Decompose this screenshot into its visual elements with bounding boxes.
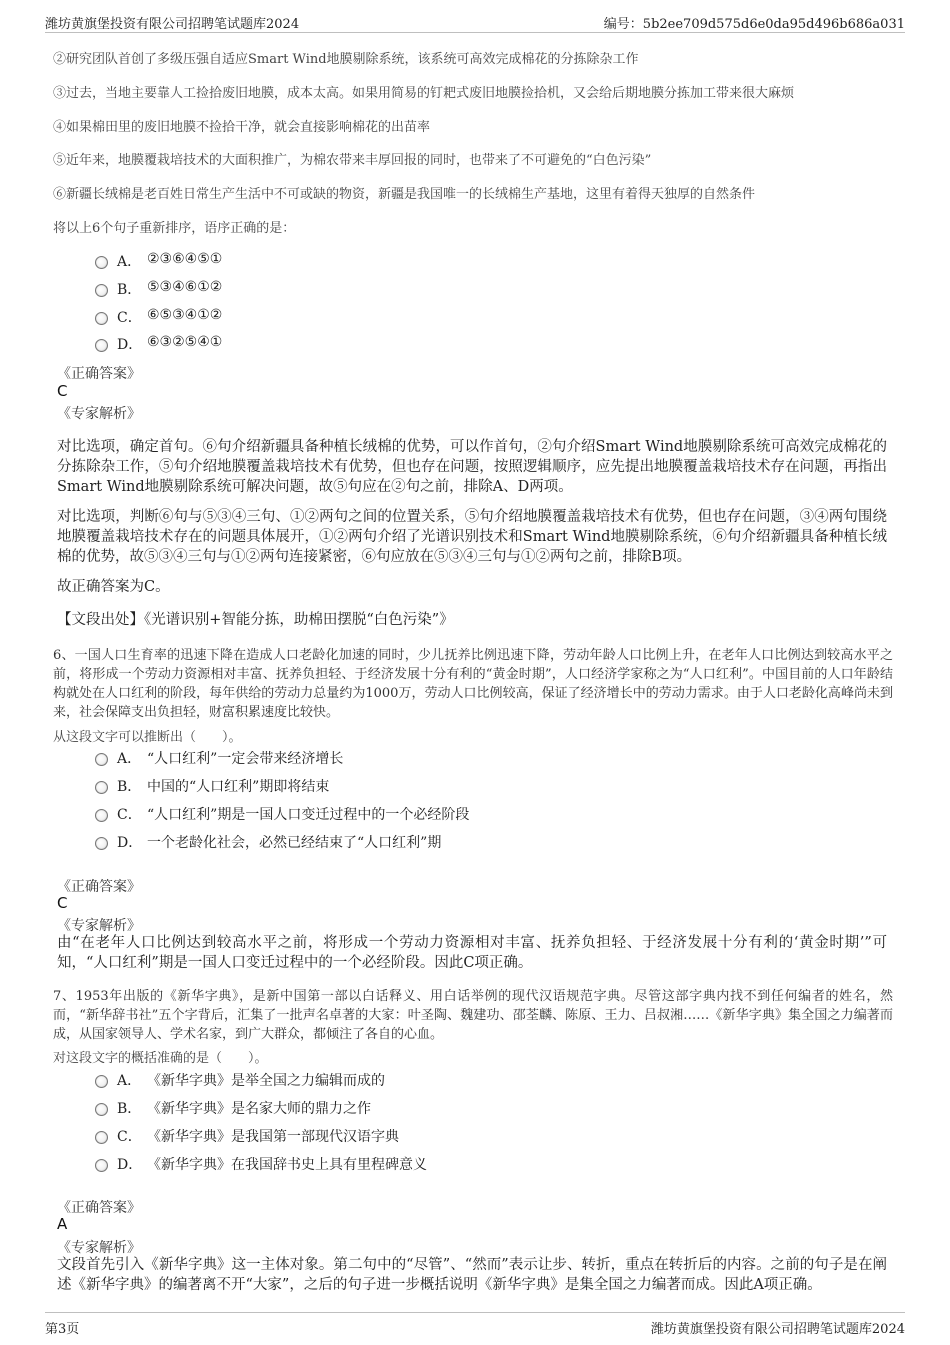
option-text: ⑥③②⑤④① [147,334,223,350]
analysis-paragraph: 对比选项，判断⑥句与⑤③④三句、①②两句之间的位置关系，⑤句介绍地膜覆盖栽培技术有优势，但也存在问题，③④两句围绕地膜覆盖栽培技术存在的问题具体展开，①②两句介绍了光谱识别技术和Smart Wind地膜剔除系统，⑥句介绍新疆具备种植长绒棉的优势，故⑤③④三句与①②两句连接紧密，⑥句应放在⑤③④三句与①②两句之前，排除B项。 [57,509,887,565]
question-prompt: 从这段文字可以推断出（ ）。 [53,730,242,745]
option-letter: D． [117,1157,143,1173]
question-prompt: 将以上6个句子重新排序，语序正确的是： [53,221,296,236]
answer-value: A [57,1215,68,1233]
answer-value: C [57,382,68,400]
sentence-3: ③过去，当地主要靠人工捡拾废旧地膜，成本太高。如果用简易的钉耙式废旧地膜捡拾机，又会给后期地膜分拣加工带来很大麻烦 [53,86,795,101]
option-text: “人口红利”期是一国人口变迁过程中的一个必经阶段 [147,807,470,823]
sentence-2: ②研究团队首创了多级压强自适应Smart Wind地膜剔除系统，该系统可高效完成棉花的分拣除杂工作 [53,52,639,67]
option-text: ②③⑥④⑤① [147,251,223,267]
radio-button[interactable] [95,256,108,269]
answer-value: C [57,894,68,912]
page-footer [45,1312,905,1337]
question-7-text: 7、1953年出版的《新华字典》，是新中国第一部以白话释义、用白话举例的现代汉语规范字典。尽管这部字典内找不到任何编者的姓名，然而，“新华辞书社”五个字背后，汇集了一批声名卓著的大家：叶圣陶、魏建功、邵荃麟、陈原、王力、吕叔湘……《新华字典》集全国之力编著而成，从国家领导人、学术名家，到广大群众，都倾注了各自的心血。 [53,989,893,1042]
option-letter: B． [117,779,142,795]
sentence-5: ⑤近年来，地膜覆栽培技术的大面积推广，为棉农带来丰厚回报的同时，也带来了不可避免的“白色污染” [53,153,652,168]
option-text: 《新华字典》在我国辞书史上具有里程碑意义 [147,1157,427,1173]
option-text: ⑥⑤③④①② [147,307,223,323]
answer-label: 《正确答案》 [57,366,141,382]
option-text: 《新华字典》是举全国之力编辑而成的 [147,1073,385,1089]
option-letter: B． [117,1101,142,1117]
analysis-label: 《专家解析》 [57,1240,141,1256]
option-letter: A． [117,751,142,767]
option-letter: D． [117,835,143,851]
analysis-paragraph: 对比选项，确定首句。⑥句介绍新疆具备种植长绒棉的优势，可以作首句，②句介绍Smart Wind地膜剔除系统可高效完成棉花的分拣除杂工作，⑤句介绍地膜覆盖栽培技术有优势，但也存在问题，按照逻辑顺序，应先提出地膜覆盖栽培技术存在问题，再指出Smart Wind地膜剔除系统可解决问题，故⑤句应在②句之前，排除A、D两项。 [57,439,887,495]
page-header [45,10,905,33]
radio-button[interactable] [95,837,108,850]
option-letter: C． [117,310,142,326]
radio-button[interactable] [95,781,108,794]
header-company: 潍坊黄旗堡投资有限公司招聘笔试题库2024 [45,17,300,32]
option-letter: A． [117,254,142,270]
radio-button[interactable] [95,339,108,352]
footer-company: 潍坊黄旗堡投资有限公司招聘笔试题库2024 [650,1322,905,1337]
page-number: 第3页 [45,1322,80,1337]
option-letter: C． [117,1129,142,1145]
sentence-6: ⑥新疆长绒棉是老百姓日常生产生活中不可或缺的物资，新疆是我国唯一的长绒棉生产基地，这里有着得天独厚的自然条件 [53,187,756,202]
radio-button[interactable] [95,753,108,766]
analysis-label: 《专家解析》 [57,406,141,422]
option-text: “人口红利”一定会带来经济增长 [147,751,344,767]
option-letter: C． [117,807,142,823]
answer-label: 《正确答案》 [57,879,141,895]
sentence-4: ④如果棉田里的废旧地膜不捡拾干净，就会直接影响棉花的出苗率 [53,120,431,135]
option-text: ⑤③④⑥①② [147,279,223,295]
option-text: 《新华字典》是我国第一部现代汉语字典 [147,1129,399,1145]
analysis-paragraph: 文段首先引入《新华字典》这一主体对象。第二句中的“尽管”、“然而”表示让步、转折，重点在转折后的内容。之前的句子是在阐述《新华字典》的编著离不开“大家”，之后的句子进一步概括说明《新华字典》是集全国之力编著而成。因此A项正确。 [57,1257,887,1293]
question-6-text: 6、一国人口生育率的迅速下降在造成人口老龄化加速的同时，少儿抚养比例迅速下降，劳动年龄人口比例上升，在老年人口比例达到较高水平之前，将形成一个劳动力资源相对丰富、抚养负担轻、于经济发展十分有利的“黄金时期”，人口经济学家称之为“人口红利”。中国目前的人口年龄结构就处在人口红利的阶段，每年供给的劳动力总量约为1000万，劳动人口比例较高，保证了经济增长中的劳动力需求。由于人口老龄化高峰尚未到来，社会保障支出负担轻，财富积累速度比较快。 [53,648,893,720]
radio-button[interactable] [95,809,108,822]
radio-button[interactable] [95,284,108,297]
radio-button[interactable] [95,1159,108,1172]
option-letter: D． [117,337,143,353]
radio-button[interactable] [95,1075,108,1088]
header-code: 编号：5b2ee709d575d6e0da95d496b686a031 [603,17,905,32]
option-letter: B． [117,282,142,298]
option-text: 中国的“人口红利”期即将结束 [147,779,330,795]
option-text: 《新华字典》是名家大师的鼎力之作 [147,1101,371,1117]
analysis-paragraph: 由“在老年人口比例达到较高水平之前，将形成一个劳动力资源相对丰富、抚养负担轻、于经济发展十分有利的‘黄金时期’”可知，“人口红利”期是一国人口变迁过程中的一个必经阶段。因此C项正确。 [57,935,887,971]
radio-button[interactable] [95,1131,108,1144]
analysis-label: 《专家解析》 [57,918,141,934]
analysis-conclusion: 故正确答案为C。 [57,579,170,595]
question-prompt: 对这段文字的概括准确的是（ ）。 [53,1051,268,1066]
radio-button[interactable] [95,1103,108,1116]
source-citation: 【文段出处】《光谱识别+智能分拣，助棉田摆脱“白色污染”》 [57,612,454,628]
option-letter: A． [117,1073,142,1089]
answer-label: 《正确答案》 [57,1200,141,1216]
option-text: 一个老龄化社会，必然已经结束了“人口红利”期 [147,835,442,851]
radio-button[interactable] [95,312,108,325]
